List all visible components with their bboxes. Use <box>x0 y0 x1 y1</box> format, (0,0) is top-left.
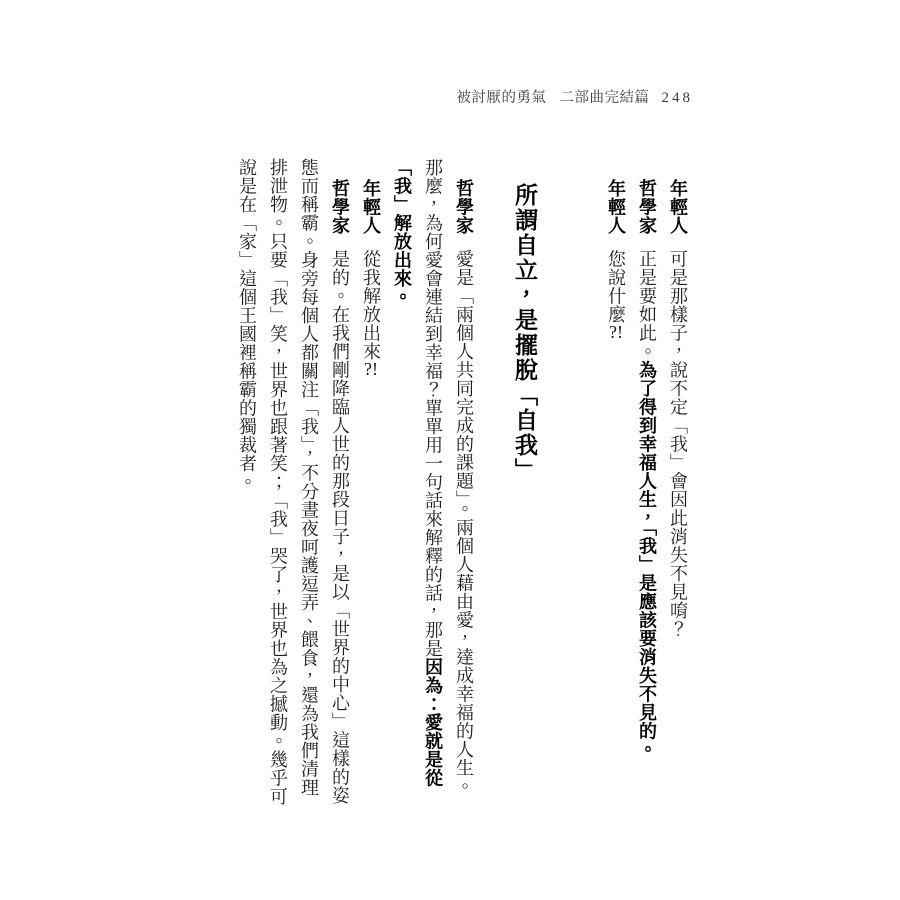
dialogue-paragraph <box>231 158 355 808</box>
body-text: 您說什麼 <box>606 249 626 324</box>
body-text: ?! <box>609 323 623 342</box>
dialogue-group-before-heading <box>600 158 693 808</box>
running-head-book-title: 被討厭的勇氣 <box>456 90 547 106</box>
speaker-name: 哲學家 <box>637 178 657 235</box>
speaker-name: 哲學家 <box>330 178 350 235</box>
body-text: 是的。在我們剛降臨人世的那段日子，是以「世界的中心」這樣的姿態而稱霸。身旁每個人都關注「我」，不分晝夜呵護逗弄、餵食，還為我們清理排泄物。只要「我」笑，世界也跟著笑；「我」哭了，世界也為之撼動。幾乎可說是在「家」這個王國裡稱霸的獨裁者。 <box>237 158 350 806</box>
text-block <box>231 158 693 808</box>
speaker-name: 哲學家 <box>454 178 474 235</box>
page-number: 248 <box>661 90 693 106</box>
emphasis-text: 為了得到幸福人生，「我」是應該要消失不見的。 <box>637 360 657 759</box>
body-text: 從我解放出來 <box>361 249 381 361</box>
dialogue-paragraph <box>355 158 386 808</box>
dialogue-paragraph <box>662 158 693 808</box>
body-text: 正是要如此。 <box>637 249 657 361</box>
dialogue-paragraph <box>600 158 631 808</box>
body-text: 可是那樣子，說不定「我」會因此消失不見唷？ <box>668 249 688 638</box>
emphasis-text: 因為：愛就是從「我」解放出來。 <box>392 158 443 787</box>
running-head <box>457 86 694 107</box>
speaker-name: 年輕人 <box>606 178 626 235</box>
dialogue-paragraph <box>386 158 479 808</box>
speaker-name: 年輕人 <box>361 178 381 235</box>
body-text: ?! <box>364 360 378 379</box>
body-text: 愛是「兩個人共同完成的課題」。兩個人藉由愛，達成幸福的人生。那麼，為何愛會連結到幸福？單單用一句話來解釋的話，那是 <box>423 158 474 796</box>
section-heading: 所謂自立，是擺脫「自我」 <box>512 183 537 484</box>
dialogue-paragraph <box>631 158 662 808</box>
speaker-name: 年輕人 <box>668 178 688 235</box>
running-head-edition: 二部曲完結篇 <box>559 90 650 106</box>
dialogue-group-after-heading <box>231 158 479 808</box>
